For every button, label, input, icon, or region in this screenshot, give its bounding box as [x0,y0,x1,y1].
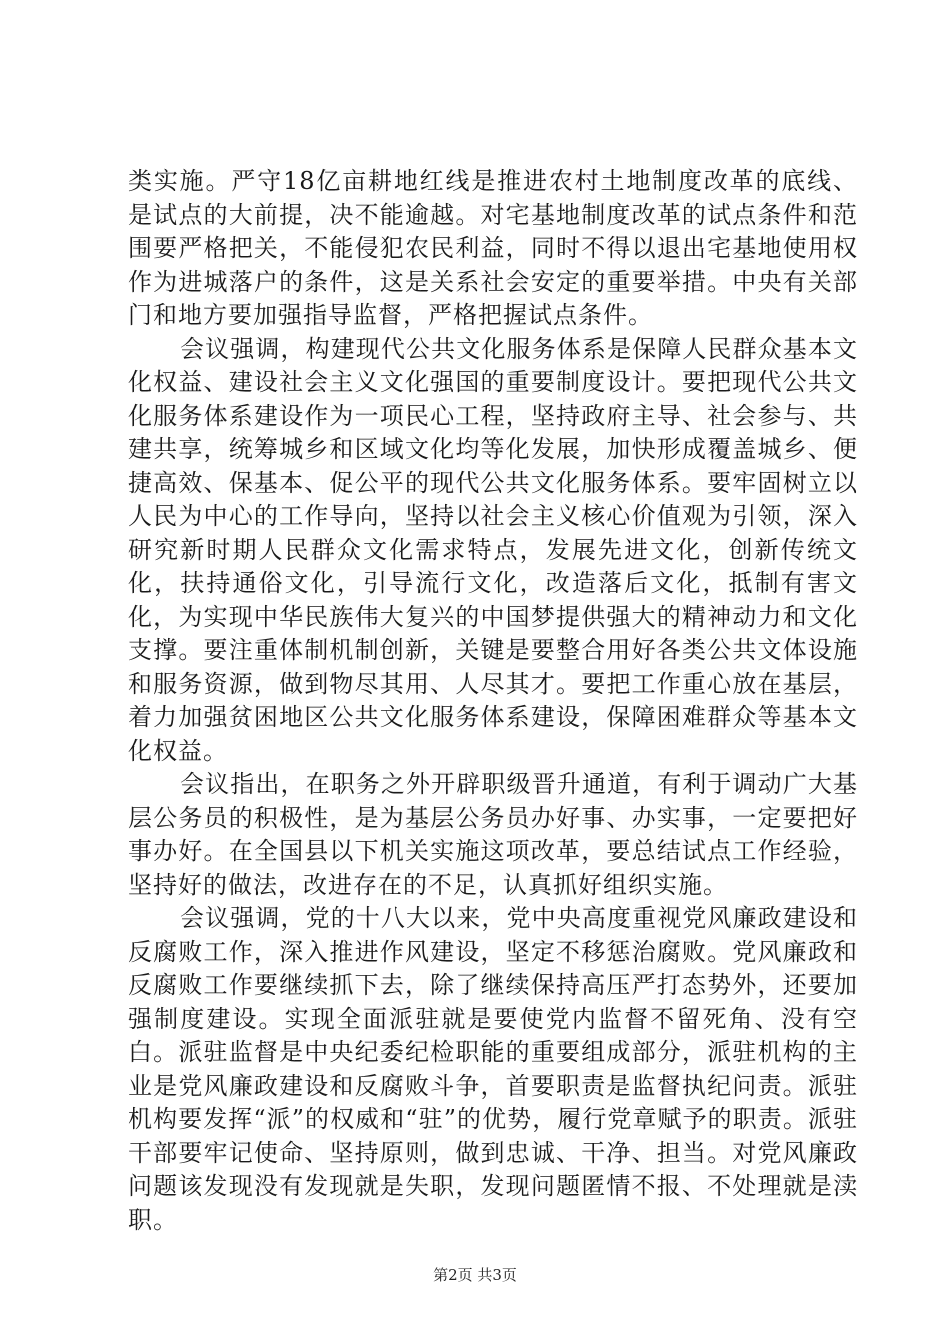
paragraph-public-culture: 会议强调，构建现代公共文化服务体系是保障人民群众基本文化权益、建设社会主义文化强国的重要制度设计。要把现代公共文化服务体系建设作为一项民心工程，坚持政府主导、社会参与、共建共享，统筹城乡和区域文化均等化发展，加快形成覆盖城乡、便捷高效、保基本、促公平的现代公共文化服务体系。要牢固树立以人民为中心的工作导向，坚持以社会主义核心价值观为引领，深入研究新时期人民群众文化需求特点，发展先进文化，创新传统文化，扶持通俗文化，引导流行文化，改造落后文化，抵制有害文化，为实现中华民族伟大复兴的中国梦提供强大的精神动力和文化支撑。要注重体制机制创新，关键是要整合用好各类公共文体设施和服务资源，做到物尽其用、人尽其才。要把工作重心放在基层，着力加强贫困地区公共文化服务体系建设，保障困难群众等基本文化权益。 [128,334,858,765]
paragraph-continuation: 类实施。严守18亿亩耕地红线是推进农村土地制度改革的底线、是试点的大前提，决不能逾越。对宅基地制度改革的试点条件和范围要严格把关，不能侵犯农民利益，同时不得以退出宅基地使用权作为进城落户的条件，这是关系社会安定的重要举措。中央有关部门和地方要加强指导监督，严格把握试点条件。 [128,167,858,329]
document-body [128,165,858,1237]
paragraph-civil-servant-rank: 会议指出，在职务之外开辟职级晋升通道，有利于调动广大基层公务员的积极性，是为基层公务员办好事、办实事，一定要把好事办好。在全国县以下机关实施这项改革，要总结试点工作经验，坚持好的做法，改进存在的不足，认真抓好组织实施。 [128,770,858,899]
paragraph-anti-corruption: 会议强调，党的十八大以来，党中央高度重视党风廉政建设和反腐败工作，深入推进作风建设，坚定不移惩治腐败。党风廉政和反腐败工作要继续抓下去，除了继续保持高压严打态势外，还要加强制度建设。实现全面派驻就是要使党内监督不留死角、没有空白。派驻监督是中央纪委纪检职能的重要组成部分，派驻机构的主业是党风廉政建设和反腐败斗争，首要职责是监督执纪问责。派驻机构要发挥“派”的权威和“驻”的优势，履行党章赋予的职责。派驻干部要牢记使命、坚持原则，做到忠诚、干净、担当。对党风廉政问题该发现没有发现就是失职，发现问题匿情不报、不处理就是渎职。 [128,904,858,1234]
page-footer: 第2页 共3页 [433,1266,517,1284]
